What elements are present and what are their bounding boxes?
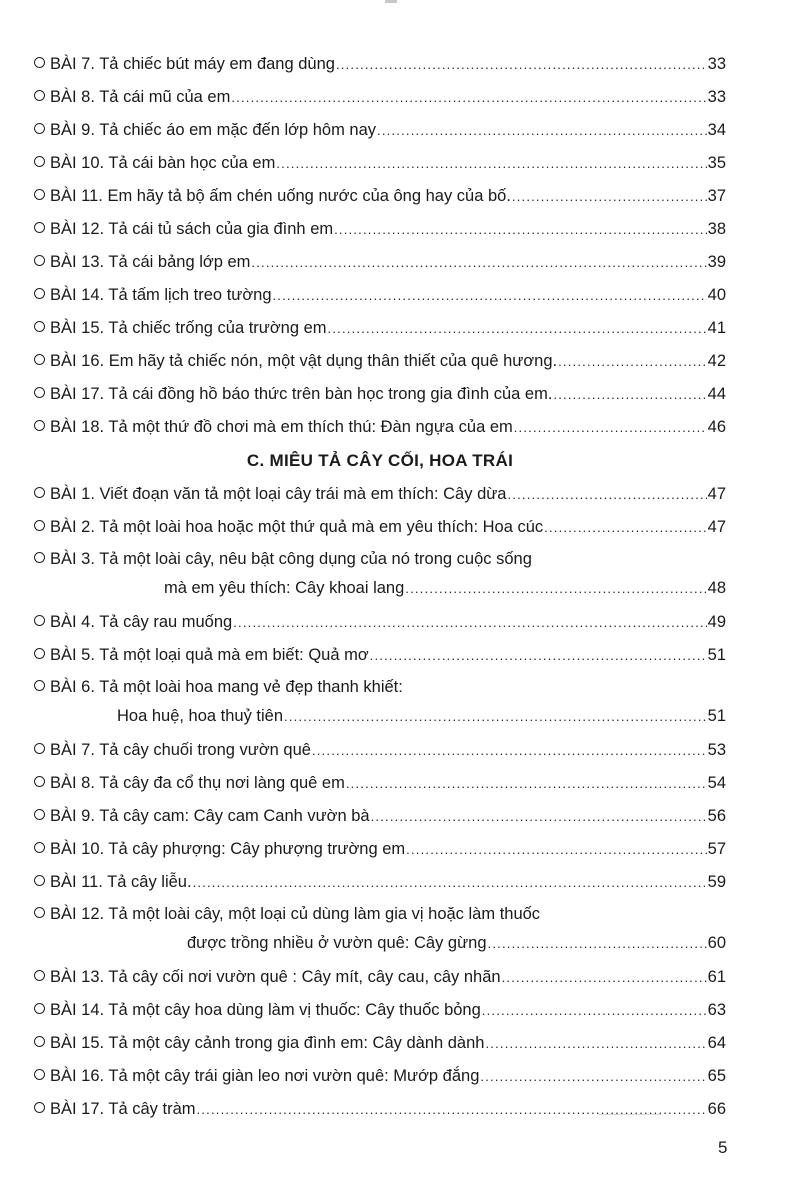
dot-leader: [512, 180, 707, 213]
entry-title: BÀI 12. Tả cái tủ sách của gia đình em: [50, 220, 334, 238]
bullet-icon: [34, 420, 45, 431]
bullet-icon: [34, 1036, 45, 1047]
toc-entry[interactable]: [34, 734, 726, 767]
toc-entry[interactable]: [34, 800, 726, 833]
bullet-icon: [34, 552, 45, 563]
bullet-icon: [34, 90, 45, 101]
dot-leader: [370, 639, 707, 672]
section-heading: C. MIÊU TẢ CÂY CỐI, HOA TRÁI: [246, 451, 514, 470]
entry-title: BÀI 10. Tả cây phượng: Cây phượng trường em: [50, 840, 406, 858]
entry-page: 46: [707, 418, 726, 436]
entry-title: BÀI 3. Tả một loài cây, nêu bật công dụng của nó trong cuộc sống: [50, 550, 532, 568]
bullet-icon: [34, 189, 45, 200]
entry-page: 53: [707, 741, 726, 759]
dot-leader: [276, 147, 706, 180]
entry-page: 63: [707, 1001, 726, 1019]
toc-entry[interactable]: [34, 147, 726, 180]
toc-entry[interactable]: [34, 961, 726, 994]
entry-page: 44: [707, 385, 726, 403]
entry-title: BÀI 17. Tả cây tràm: [50, 1100, 196, 1118]
bullet-icon: [34, 615, 45, 626]
dot-leader: [273, 279, 707, 312]
entry-page: 37: [707, 187, 726, 205]
entry-page: 34: [707, 121, 726, 139]
toc-entry[interactable]: [34, 478, 726, 511]
dot-leader: [558, 345, 707, 378]
toc-entry[interactable]: [34, 180, 726, 213]
dot-leader: [502, 961, 707, 994]
entry-page: 57: [707, 840, 726, 858]
bullet-icon: [34, 1069, 45, 1080]
entry-page: 51: [707, 646, 726, 664]
toc-entry[interactable]: [34, 639, 726, 672]
toc-entry[interactable]: [34, 114, 726, 147]
toc-entry[interactable]: [34, 1093, 726, 1126]
entry-title: BÀI 16. Tả một cây trái giàn leo nơi vườn quê: Mướp đắng: [50, 1067, 480, 1085]
toc-entry[interactable]: [34, 279, 726, 312]
bullet-icon: [34, 255, 45, 266]
dot-leader: [371, 800, 707, 833]
dot-leader: [312, 734, 707, 767]
toc-entry[interactable]: [34, 767, 726, 800]
toc-entry-line: [34, 702, 726, 730]
scan-mark: [385, 0, 397, 3]
entry-page: 65: [707, 1067, 726, 1085]
entry-title: BÀI 14. Tả tấm lịch treo tường: [50, 286, 272, 304]
dot-leader: [544, 511, 706, 544]
entry-page: 41: [707, 319, 726, 337]
section-c-list: [34, 478, 726, 1126]
toc-entry[interactable]: [34, 1027, 726, 1060]
toc-entry[interactable]: [34, 511, 726, 544]
entry-page: 39: [707, 253, 726, 271]
entry-title: BÀI 1. Viết đoạn văn tả một loại cây trái mà em thích: Cây dừa: [50, 485, 507, 503]
dot-leader: [197, 1093, 707, 1126]
bullet-icon: [34, 354, 45, 365]
toc-entry-multiline[interactable]: [34, 672, 726, 730]
bullet-icon: [34, 57, 45, 68]
bullet-icon: [34, 907, 45, 918]
entry-page: 54: [707, 774, 726, 792]
bullet-icon: [34, 1102, 45, 1113]
toc-entry-multiline[interactable]: [34, 899, 726, 957]
dot-leader: [406, 833, 707, 866]
entry-title: BÀI 7. Tả chiếc bút máy em đang dùng: [50, 55, 335, 73]
dot-leader: [480, 1060, 706, 1093]
bullet-icon: [34, 222, 45, 233]
toc-entry-multiline[interactable]: [34, 544, 726, 602]
entry-page: 59: [707, 873, 726, 891]
bullet-icon: [34, 743, 45, 754]
bullet-icon: [34, 809, 45, 820]
dot-leader: [488, 930, 707, 958]
toc-entry[interactable]: [34, 606, 726, 639]
dot-leader: [233, 606, 706, 639]
page-number: 5: [718, 1138, 728, 1157]
entry-title-continuation: mà em yêu thích: Cây khoai lang: [164, 579, 405, 597]
section-b-list: [34, 48, 726, 444]
entry-page: 51: [707, 707, 726, 725]
dot-leader: [336, 48, 707, 81]
bullet-icon: [34, 970, 45, 981]
toc-entry[interactable]: [34, 246, 726, 279]
entry-title: BÀI 8. Tả cái mũ của em: [50, 88, 231, 106]
entry-title: BÀI 4. Tả cây rau muống: [50, 613, 233, 631]
bullet-icon: [34, 875, 45, 886]
entry-title: BÀI 6. Tả một loài hoa mang vẻ đẹp thanh khiết:: [50, 678, 403, 696]
table-of-contents: [34, 48, 726, 1126]
toc-entry[interactable]: [34, 213, 726, 246]
bullet-icon: [34, 156, 45, 167]
toc-entry-line: [34, 574, 726, 602]
dot-leader: [485, 1027, 706, 1060]
bullet-icon: [34, 776, 45, 787]
entry-page: 40: [707, 286, 726, 304]
toc-entry-line: [34, 899, 726, 929]
entry-title-continuation: được trồng nhiều ở vườn quê: Cây gừng: [187, 934, 487, 952]
entry-title: BÀI 13. Tả cái bảng lớp em: [50, 253, 251, 271]
dot-leader: [328, 312, 707, 345]
entry-title: BÀI 13. Tả cây cối nơi vườn quê : Cây mít, cây cau, cây nhãn: [50, 968, 501, 986]
toc-entry[interactable]: [34, 81, 726, 114]
entry-page: 47: [707, 518, 726, 536]
dot-leader: [482, 994, 707, 1027]
bullet-icon: [34, 1003, 45, 1014]
toc-entry[interactable]: [34, 345, 726, 378]
entry-page: 64: [707, 1034, 726, 1052]
entry-title: BÀI 8. Tả cây đa cổ thụ nơi làng quê em: [50, 774, 345, 792]
dot-leader: [405, 575, 706, 603]
entry-title: BÀI 9. Tả cây cam: Cây cam Canh vườn bà: [50, 807, 370, 825]
entry-page: 66: [707, 1100, 726, 1118]
toc-entry[interactable]: [34, 833, 726, 866]
faint-rule: [598, 1114, 661, 1115]
entry-title: BÀI 11. Em hãy tả bộ ấm chén uống nước của ông hay của bố.: [50, 187, 511, 205]
entry-page: 35: [707, 154, 726, 172]
bullet-icon: [34, 842, 45, 853]
bullet-icon: [34, 123, 45, 134]
dot-leader: [193, 866, 707, 899]
dot-leader: [514, 411, 707, 444]
entry-page: 49: [707, 613, 726, 631]
bullet-icon: [34, 288, 45, 299]
entry-page: 33: [707, 55, 726, 73]
entry-title: BÀI 17. Tả cái đồng hồ báo thức trên bàn học trong gia đình của em.: [50, 385, 553, 403]
toc-entry[interactable]: [34, 378, 726, 411]
toc-entry-line: [34, 544, 726, 574]
entry-title: BÀI 16. Em hãy tả chiếc nón, một vật dụng thân thiết của quê hương.: [50, 352, 558, 370]
entry-page: 61: [707, 968, 726, 986]
bullet-icon: [34, 321, 45, 332]
dot-leader: [377, 114, 707, 147]
toc-entry[interactable]: [34, 312, 726, 345]
dot-leader: [553, 378, 706, 411]
bullet-icon: [34, 487, 45, 498]
entry-page: 42: [707, 352, 726, 370]
dot-leader: [284, 703, 707, 731]
toc-entry[interactable]: [34, 994, 726, 1027]
bullet-icon: [34, 680, 45, 691]
dot-leader: [334, 213, 707, 246]
toc-entry-line: [34, 672, 726, 702]
dot-leader: [251, 246, 706, 279]
entry-title-continuation: Hoa huệ, hoa thuỷ tiên: [117, 707, 284, 725]
dot-leader: [231, 81, 706, 114]
entry-title: BÀI 15. Tả chiếc trống của trường em: [50, 319, 327, 337]
entry-title: BÀI 10. Tả cái bàn học của em: [50, 154, 276, 172]
entry-page: 48: [707, 579, 726, 597]
toc-entry[interactable]: [34, 48, 726, 81]
entry-title: BÀI 15. Tả một cây cảnh trong gia đình em: Cây dành dành: [50, 1034, 485, 1052]
entry-title: BÀI 18. Tả một thứ đồ chơi mà em thích thú: Đàn ngựa của em: [50, 418, 513, 436]
entry-page: 60: [707, 934, 726, 952]
dot-leader: [346, 767, 707, 800]
entry-title: BÀI 7. Tả cây chuối trong vườn quê: [50, 741, 311, 759]
dot-leader: [507, 478, 706, 511]
entry-title: BÀI 11. Tả cây liễu.: [50, 873, 192, 891]
toc-entry[interactable]: [34, 1060, 726, 1093]
toc-entry[interactable]: [34, 866, 726, 899]
entry-page: 56: [707, 807, 726, 825]
entry-title: BÀI 9. Tả chiếc áo em mặc đến lớp hôm nay: [50, 121, 377, 139]
toc-entry[interactable]: [34, 411, 726, 444]
entry-title: BÀI 5. Tả một loại quả mà em biết: Quả mơ: [50, 646, 369, 664]
entry-title: BÀI 14. Tả một cây hoa dùng làm vị thuốc: Cây thuốc bỏng: [50, 1001, 481, 1019]
entry-page: 33: [707, 88, 726, 106]
bullet-icon: [34, 387, 45, 398]
entry-title: BÀI 12. Tả một loài cây, một loại củ dùng làm gia vị hoặc làm thuốc: [50, 905, 541, 923]
entry-title: BÀI 2. Tả một loài hoa hoặc một thứ quả mà em yêu thích: Hoa cúc: [50, 518, 544, 536]
bullet-icon: [34, 520, 45, 531]
bullet-icon: [34, 648, 45, 659]
toc-entry-line: [34, 929, 726, 957]
entry-page: 47: [707, 485, 726, 503]
entry-page: 38: [707, 220, 726, 238]
